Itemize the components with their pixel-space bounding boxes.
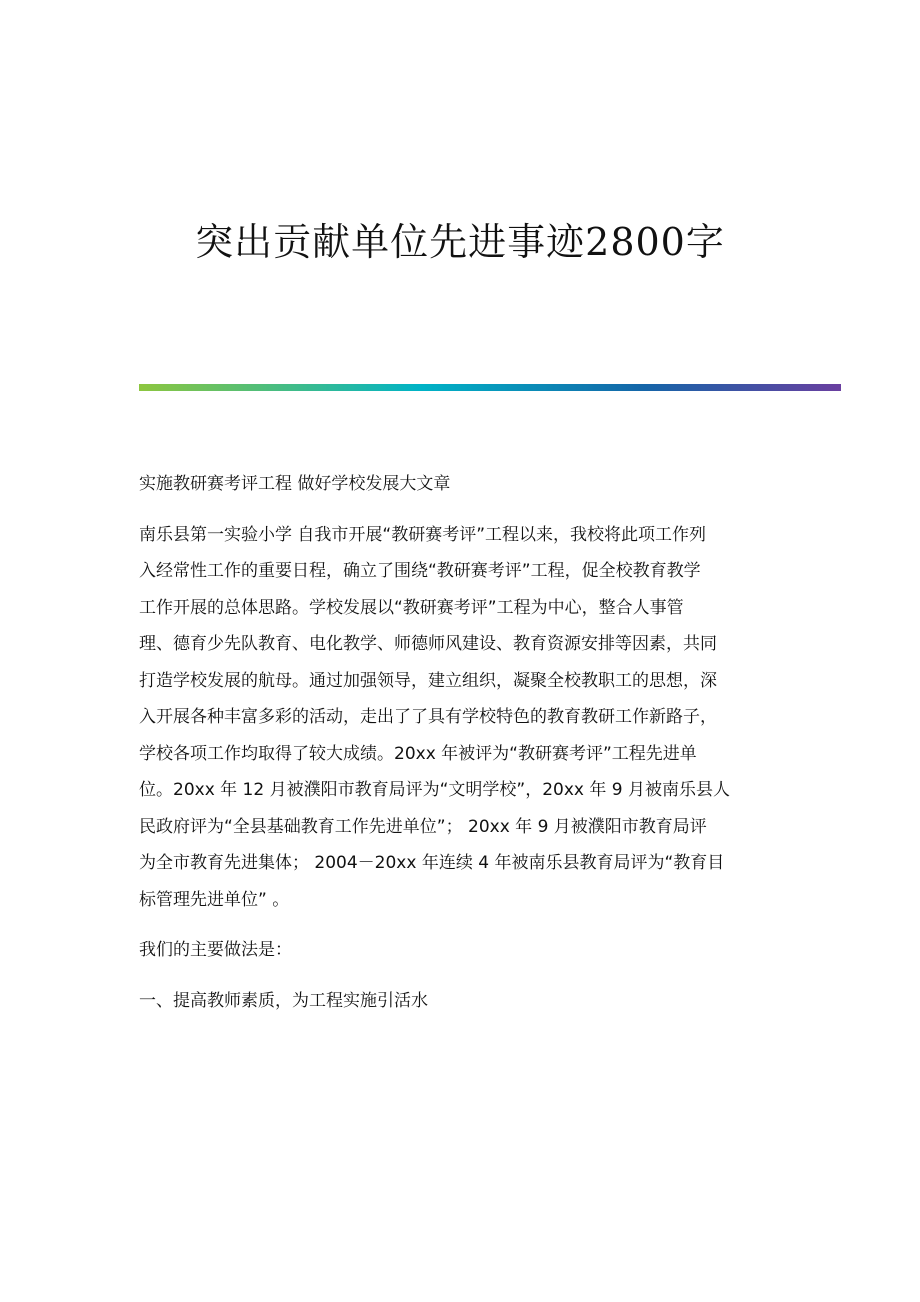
body-line: 南乐县第一实验小学 自我市开展“教研赛考评”工程以来，我校将此项工作列 (139, 524, 707, 545)
body-line: 位。20xx 年 12 月被濮阳市教育局评为“文明学校”，20xx 年 9 月被南乐县人 (139, 780, 730, 800)
spacer (139, 503, 789, 517)
body-line: 工作开展的总体思路。学校发展以“教研赛考评”工程为中心，整合人事管 (139, 597, 684, 618)
methods-intro: 我们的主要做法是： (139, 940, 292, 960)
body-line: 入开展各种丰富多彩的活动，走出了了具有学校特色的教育教研工作新路子， (139, 707, 717, 727)
spacer (139, 918, 789, 932)
body-line: 民政府评为“全县基础教育工作先进单位”； 20xx 年 9 月被濮阳市教育局评 (139, 816, 707, 837)
document-content (139, 466, 789, 1019)
spacer (139, 969, 789, 983)
body-line: 入经常性工作的重要日程，确立了围绕“教研赛考评”工程，促全校教育教学 (139, 561, 701, 581)
body-line: 学校各项工作均取得了较大成绩。20xx 年被评为“教研赛考评”工程先进单 (139, 743, 697, 764)
title-divider (139, 384, 841, 391)
subtitle: 实施教研赛考评工程 做好学校发展大文章 (139, 474, 451, 494)
page-title: 突出贡献单位先进事迹2800字 (195, 220, 725, 264)
body-line: 为全市教育先进集体； 2004－20xx 年连续 4 年被南乐县教育局评为“教育目 (139, 853, 725, 873)
body-paragraph (139, 517, 789, 919)
body-line: 标管理先进单位” 。 (139, 889, 290, 910)
body-line: 打造学校发展的航母。通过加强领导，建立组织，凝聚全校教职工的思想，深 (139, 670, 717, 691)
section-heading: 一、提高教师素质，为工程实施引活水 (139, 990, 428, 1011)
body-line: 理、德育少先队教育、电化教学、师德师风建设、教育资源安排等因素，共同 (139, 634, 717, 654)
